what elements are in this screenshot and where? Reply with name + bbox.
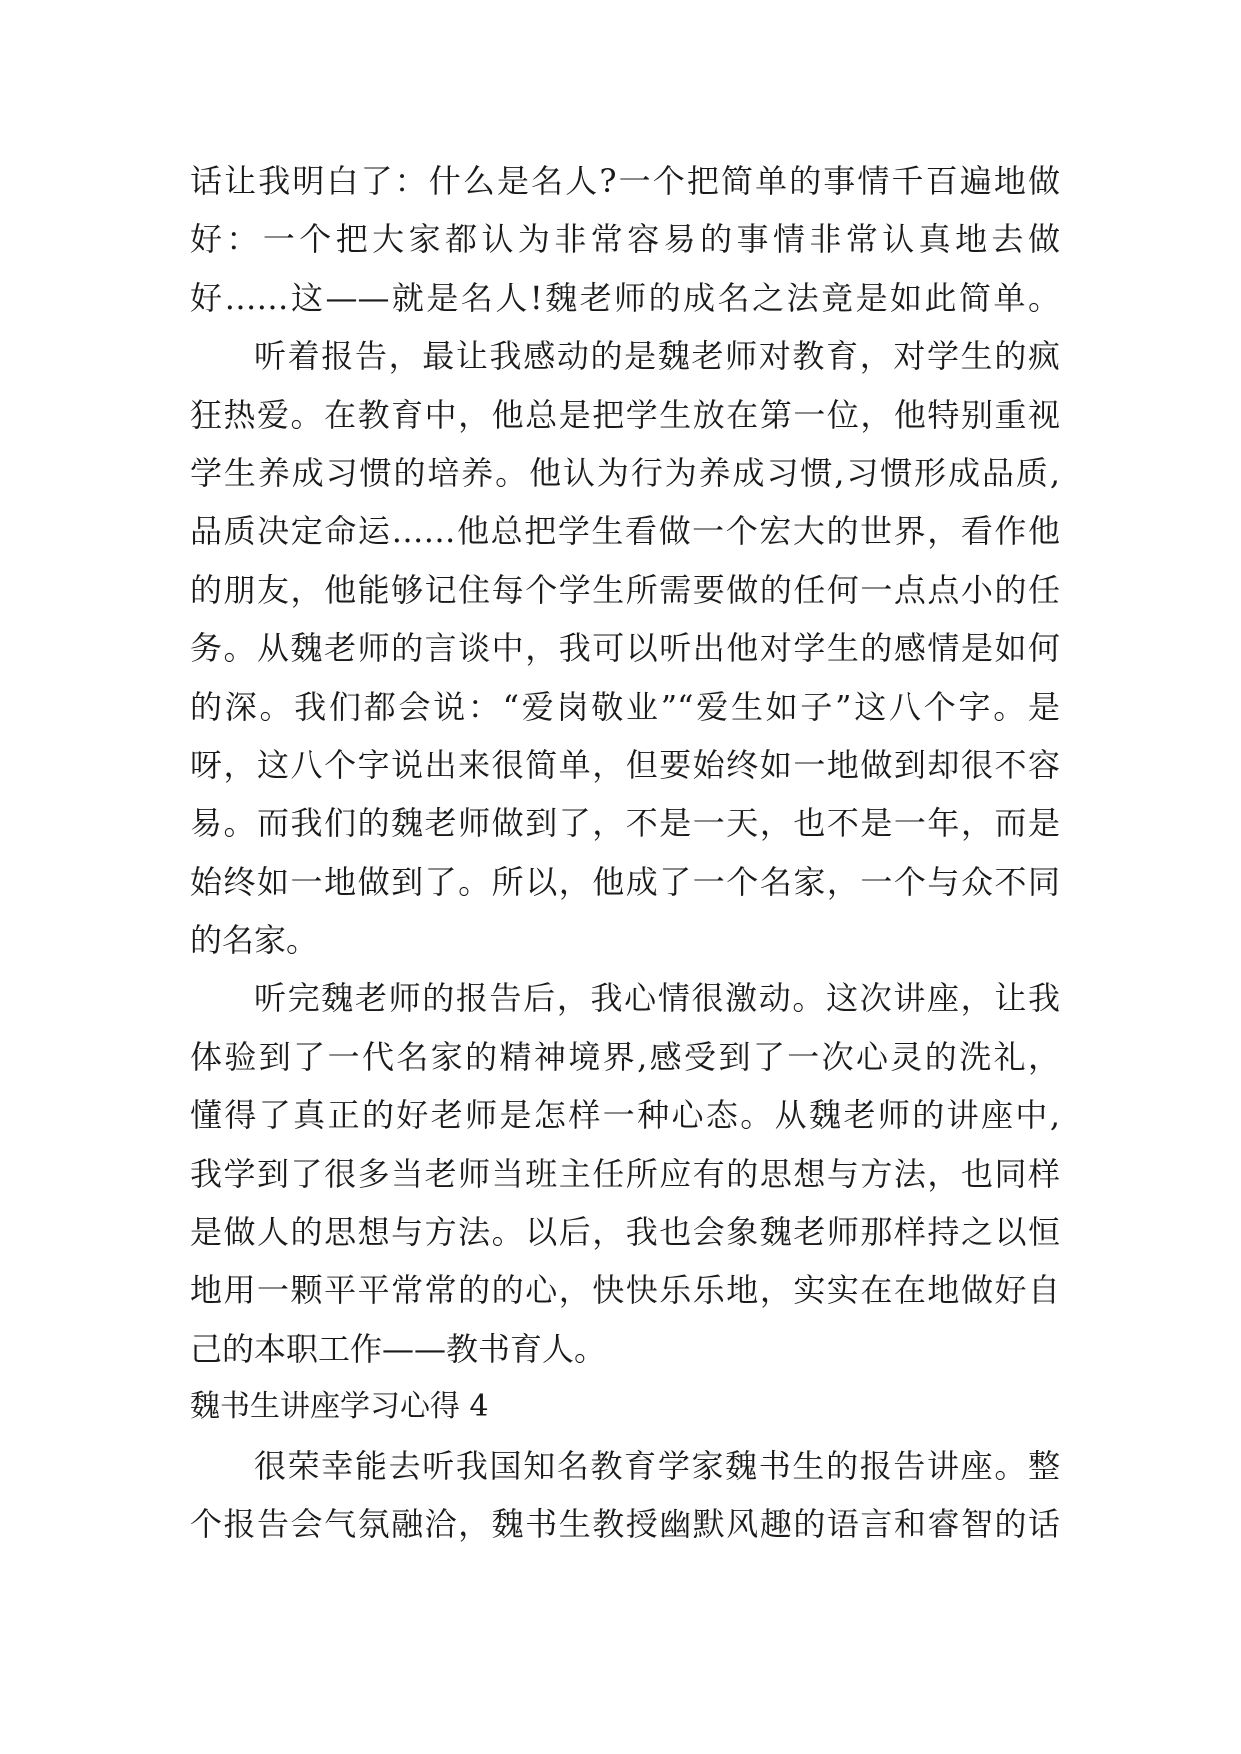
- document-body: [190, 152, 1060, 1553]
- section-heading: 魏书生讲座学习心得 4: [190, 1389, 489, 1425]
- text-line: 狂热爱。在教育中，他总是把学生放在第一位，他特别重视: [190, 395, 1060, 434]
- text-line: 话让我明白了：什么是名人?一个把简单的事情千百遍地做: [190, 162, 1060, 200]
- text-line: 个报告会气氛融洽，魏书生教授幽默风趣的语言和睿智的话: [190, 1504, 1060, 1543]
- text-line: 听着报告，最让我感动的是魏老师对教育，对学生的疯: [254, 337, 1060, 376]
- text-line: 懂得了真正的好老师是怎样一种心态。从魏老师的讲座中,: [190, 1096, 1060, 1135]
- text-line: 好：一个把大家都认为非常容易的事情非常认真地去做: [190, 220, 1060, 259]
- text-line: 的深。我们都会说：“爱岗敬业”“爱生如子”这八个字。是: [190, 687, 1060, 726]
- text-line: 始终如一地做到了。所以，他成了一个名家，一个与众不同: [190, 862, 1060, 901]
- text-line: 我学到了很多当老师当班主任所应有的思想与方法，也同样: [190, 1154, 1060, 1193]
- text-line: 体验到了一代名家的精神境界,感受到了一次心灵的洗礼，: [190, 1037, 1060, 1076]
- text-line: 务。从魏老师的言谈中，我可以听出他对学生的感情是如何: [190, 629, 1060, 668]
- text-line: 品质决定命运……他总把学生看做一个宏大的世界，看作他: [190, 512, 1060, 551]
- text-line: 的名家。: [190, 921, 319, 960]
- text-line: 地用一颗平平常常的的心，快快乐乐地，实实在在地做好自: [190, 1271, 1060, 1310]
- text-line: 己的本职工作——教书育人。: [190, 1329, 607, 1368]
- text-line: 的朋友，他能够记住每个学生所需要做的任何一点点小的任: [190, 570, 1060, 609]
- text-line: 听完魏老师的报告后，我心情很激动。这次讲座，让我: [254, 979, 1060, 1018]
- text-line: 好……这——就是名人!魏老师的成名之法竟是如此简单。: [190, 278, 1060, 317]
- text-line: 呀，这八个字说出来很简单，但要始终如一地做到却很不容: [190, 745, 1060, 784]
- text-line: 易。而我们的魏老师做到了，不是一天，也不是一年，而是: [190, 804, 1060, 843]
- text-line: 学生养成习惯的培养。他认为行为养成习惯,习惯形成品质,: [190, 453, 1060, 492]
- text-line: 很荣幸能去听我国知名教育学家魏书生的报告讲座。整: [254, 1446, 1060, 1485]
- text-line: 是做人的思想与方法。以后，我也会象魏老师那样持之以恒: [190, 1213, 1060, 1252]
